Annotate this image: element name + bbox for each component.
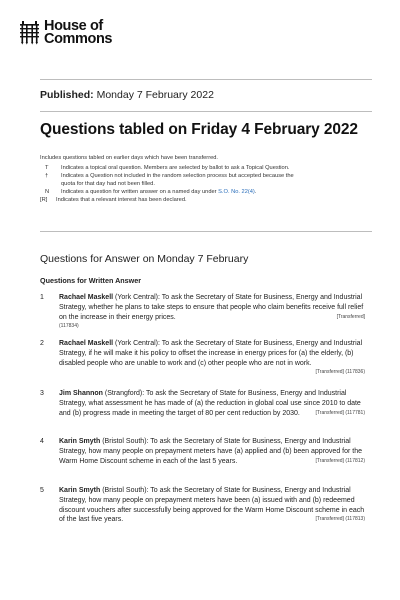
question-body bbox=[59, 389, 365, 418]
portcullis-icon bbox=[20, 21, 39, 45]
section-heading: Questions for Answer on Monday 7 February bbox=[40, 253, 249, 265]
question-number: 3 bbox=[40, 390, 44, 397]
symbol-key bbox=[40, 164, 361, 204]
logo-line-1: House of bbox=[44, 18, 103, 34]
question-item bbox=[40, 293, 370, 332]
member-name: Jim Shannon bbox=[59, 390, 103, 397]
constituency: (York Central): bbox=[115, 294, 160, 301]
key-symbol: [R] bbox=[40, 197, 48, 204]
key-text: Indicates that a relevant interest has been declared. bbox=[56, 197, 187, 204]
question-body bbox=[59, 339, 365, 378]
transferred-tag: [Transferred] (117781) bbox=[315, 409, 365, 416]
question-ref: (117834) bbox=[59, 323, 79, 330]
standing-order-link[interactable]: S.O. No. 22(4) bbox=[218, 189, 255, 196]
key-row bbox=[40, 172, 361, 188]
member-name: Karin Smyth bbox=[59, 487, 101, 494]
question-text: To ask the Secretary of State for Business, Energy and Industrial Strategy, what assessment he has made of (a) the reduction in global coal use since 2010 to date and (b) progress made in meeting the target of 80 per cent reduction by 2030. bbox=[59, 390, 361, 417]
question-text: To ask the Secretary of State for Business, Energy and Industrial Strategy, whether he plans to take steps to ensure that people who claim benefits receive full relief on the increase in their energy prices. bbox=[59, 294, 364, 321]
published-label: Published: bbox=[40, 89, 94, 101]
question-item bbox=[40, 389, 370, 418]
constituency: (Bristol South): bbox=[102, 438, 149, 445]
key-text-after: . bbox=[254, 189, 257, 196]
member-name: Karin Smyth bbox=[59, 438, 101, 445]
key-row bbox=[40, 196, 361, 204]
question-text: To ask the Secretary of State for Business, Energy and Industrial Strategy, how many people on prepayment meters have (a) applied and (b) been approved for the Warm Home Discount scheme in each of the last 5 years. bbox=[59, 438, 362, 465]
key-row bbox=[40, 164, 361, 172]
key-symbol: N bbox=[45, 189, 50, 196]
question-body bbox=[59, 437, 365, 466]
question-number: 4 bbox=[40, 438, 44, 445]
key-text: Indicates a topical oral question. Members are selected by ballot to ask a Topical Question. bbox=[61, 165, 290, 171]
question-item bbox=[40, 486, 370, 525]
question-item bbox=[40, 437, 370, 466]
question-number: 1 bbox=[40, 294, 44, 301]
question-body bbox=[59, 486, 365, 525]
constituency: (Strangford): bbox=[104, 390, 145, 397]
key-symbol: † bbox=[45, 173, 49, 180]
divider-published bbox=[40, 111, 372, 112]
question-number: 5 bbox=[40, 487, 44, 494]
constituency: (Bristol South): bbox=[102, 487, 149, 494]
question-text: To ask the Secretary of State for Business, Energy and Industrial Strategy, how many people on prepayment meters have been (a) issued with and (b) redeemed discount vouchers after successfully being approved for the Warm Home Discount scheme in each of the last five years. bbox=[59, 487, 365, 524]
published-line bbox=[40, 89, 214, 101]
divider-key bbox=[40, 231, 372, 232]
logo-line-2: Commons bbox=[44, 31, 113, 47]
key-text bbox=[61, 188, 361, 196]
question-text: To ask the Secretary of State for Business, Energy and Industrial Strategy, if he will make it his policy to offset the increase in energy prices for (a) the elderly, (b) disabled people who are unable to work and (c) other people who are not in work. bbox=[59, 340, 363, 367]
key-symbol: T bbox=[45, 165, 49, 171]
question-item bbox=[40, 339, 370, 378]
question-number: 2 bbox=[40, 340, 44, 347]
transferred-tag: [Transferred] (117836) bbox=[315, 369, 365, 376]
transferred-tag: [Transferred] (117813) bbox=[315, 516, 365, 523]
divider-top bbox=[40, 79, 372, 80]
intro-text: Includes questions tabled on earlier days which have been transferred. bbox=[40, 155, 219, 161]
transferred-tag: [Transferred] bbox=[336, 313, 365, 320]
question-body bbox=[59, 293, 365, 332]
member-name: Rachael Maskell bbox=[59, 294, 114, 301]
member-name: Rachael Maskell bbox=[59, 340, 114, 347]
page-title: Questions tabled on Friday 4 February 2022 bbox=[40, 121, 358, 138]
sub-heading: Questions for Written Answer bbox=[40, 276, 142, 285]
transferred-tag: [Transferred] (117812) bbox=[315, 457, 365, 464]
key-text-main: Indicates a question for written answer on a named day under bbox=[61, 189, 219, 196]
key-row bbox=[40, 188, 361, 196]
key-text: Indicates a Question not included in the random selection process but accepted because the quota for that day had not been filled. bbox=[61, 173, 294, 188]
house-of-commons-logo bbox=[20, 20, 112, 46]
constituency: (York Central): bbox=[115, 340, 160, 347]
published-date: Monday 7 February 2022 bbox=[96, 89, 214, 101]
